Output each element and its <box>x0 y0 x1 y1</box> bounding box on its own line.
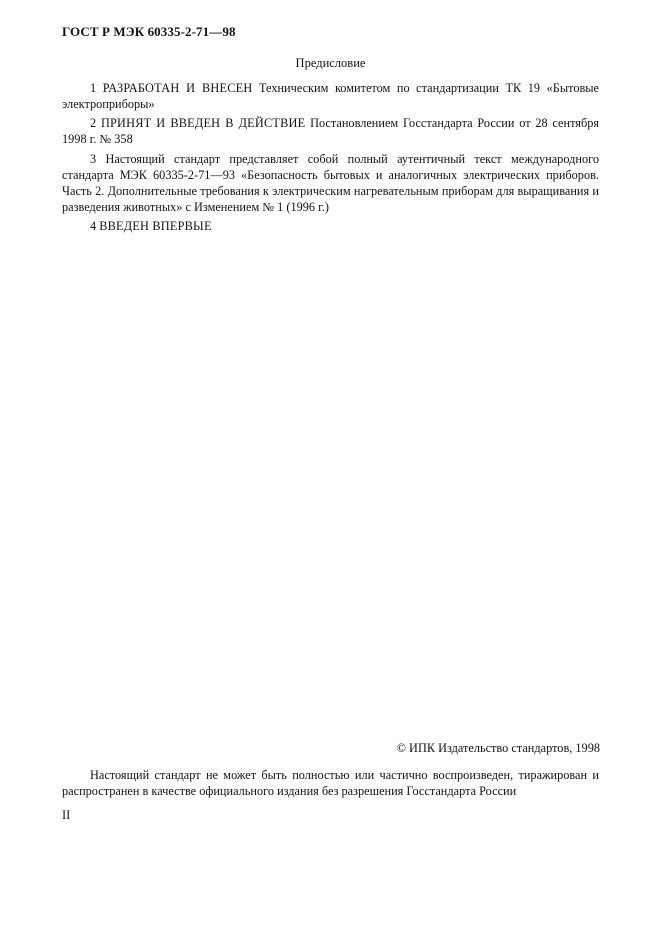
section-title: Предисловие <box>295 56 366 70</box>
paragraph-text: Техническим комитетом по стандартизации ТК 19 «Бытовые электроприборы» <box>62 81 599 111</box>
page-number: II <box>62 808 71 822</box>
paragraph-caps-heading: РАЗРАБОТАН И ВНЕСЕН <box>102 81 253 95</box>
paragraph-text: Постановлением Госстандарта России от 28 сентября 1998 г. № 358 <box>62 116 599 146</box>
paragraph-number: 3 <box>90 152 97 166</box>
reproduction-notice <box>62 767 599 799</box>
paragraph-3 <box>62 151 599 215</box>
paragraph-number: 1 <box>90 81 97 95</box>
paragraph-2 <box>62 115 599 147</box>
paragraph-number: 4 <box>90 219 97 233</box>
paragraph-text: Настоящий стандарт представляет собой полный аутентичный текст международного стандарта МЭК 60335-2-71—93 «Безопасность бытовых и аналогичных электрических приборов. Часть 2. Дополнительные требования к электрическим нагревательным приборам для выращивания и разведения животных» с Изменением № 1 (1996 г.) <box>62 152 599 214</box>
paragraph-caps-heading: ВВЕДЕН ВПЕРВЫЕ <box>99 219 212 233</box>
paragraph-caps-heading: ПРИНЯТ И ВВЕДЕН В ДЕЙСТВИЕ <box>100 116 306 130</box>
paragraph-4 <box>62 218 599 234</box>
notice-text: Настоящий стандарт не может быть полностью или частично воспроизведен, тиражирован и распространен в качестве официального издания без разрешения Госстандарта России <box>62 768 599 798</box>
paragraph-1 <box>62 80 599 112</box>
document-code-header: ГОСТ Р МЭК 60335-2-71—98 <box>62 24 236 39</box>
paragraph-number: 2 <box>90 116 97 130</box>
copyright-line: © ИПК Издательство стандартов, 1998 <box>396 741 600 755</box>
